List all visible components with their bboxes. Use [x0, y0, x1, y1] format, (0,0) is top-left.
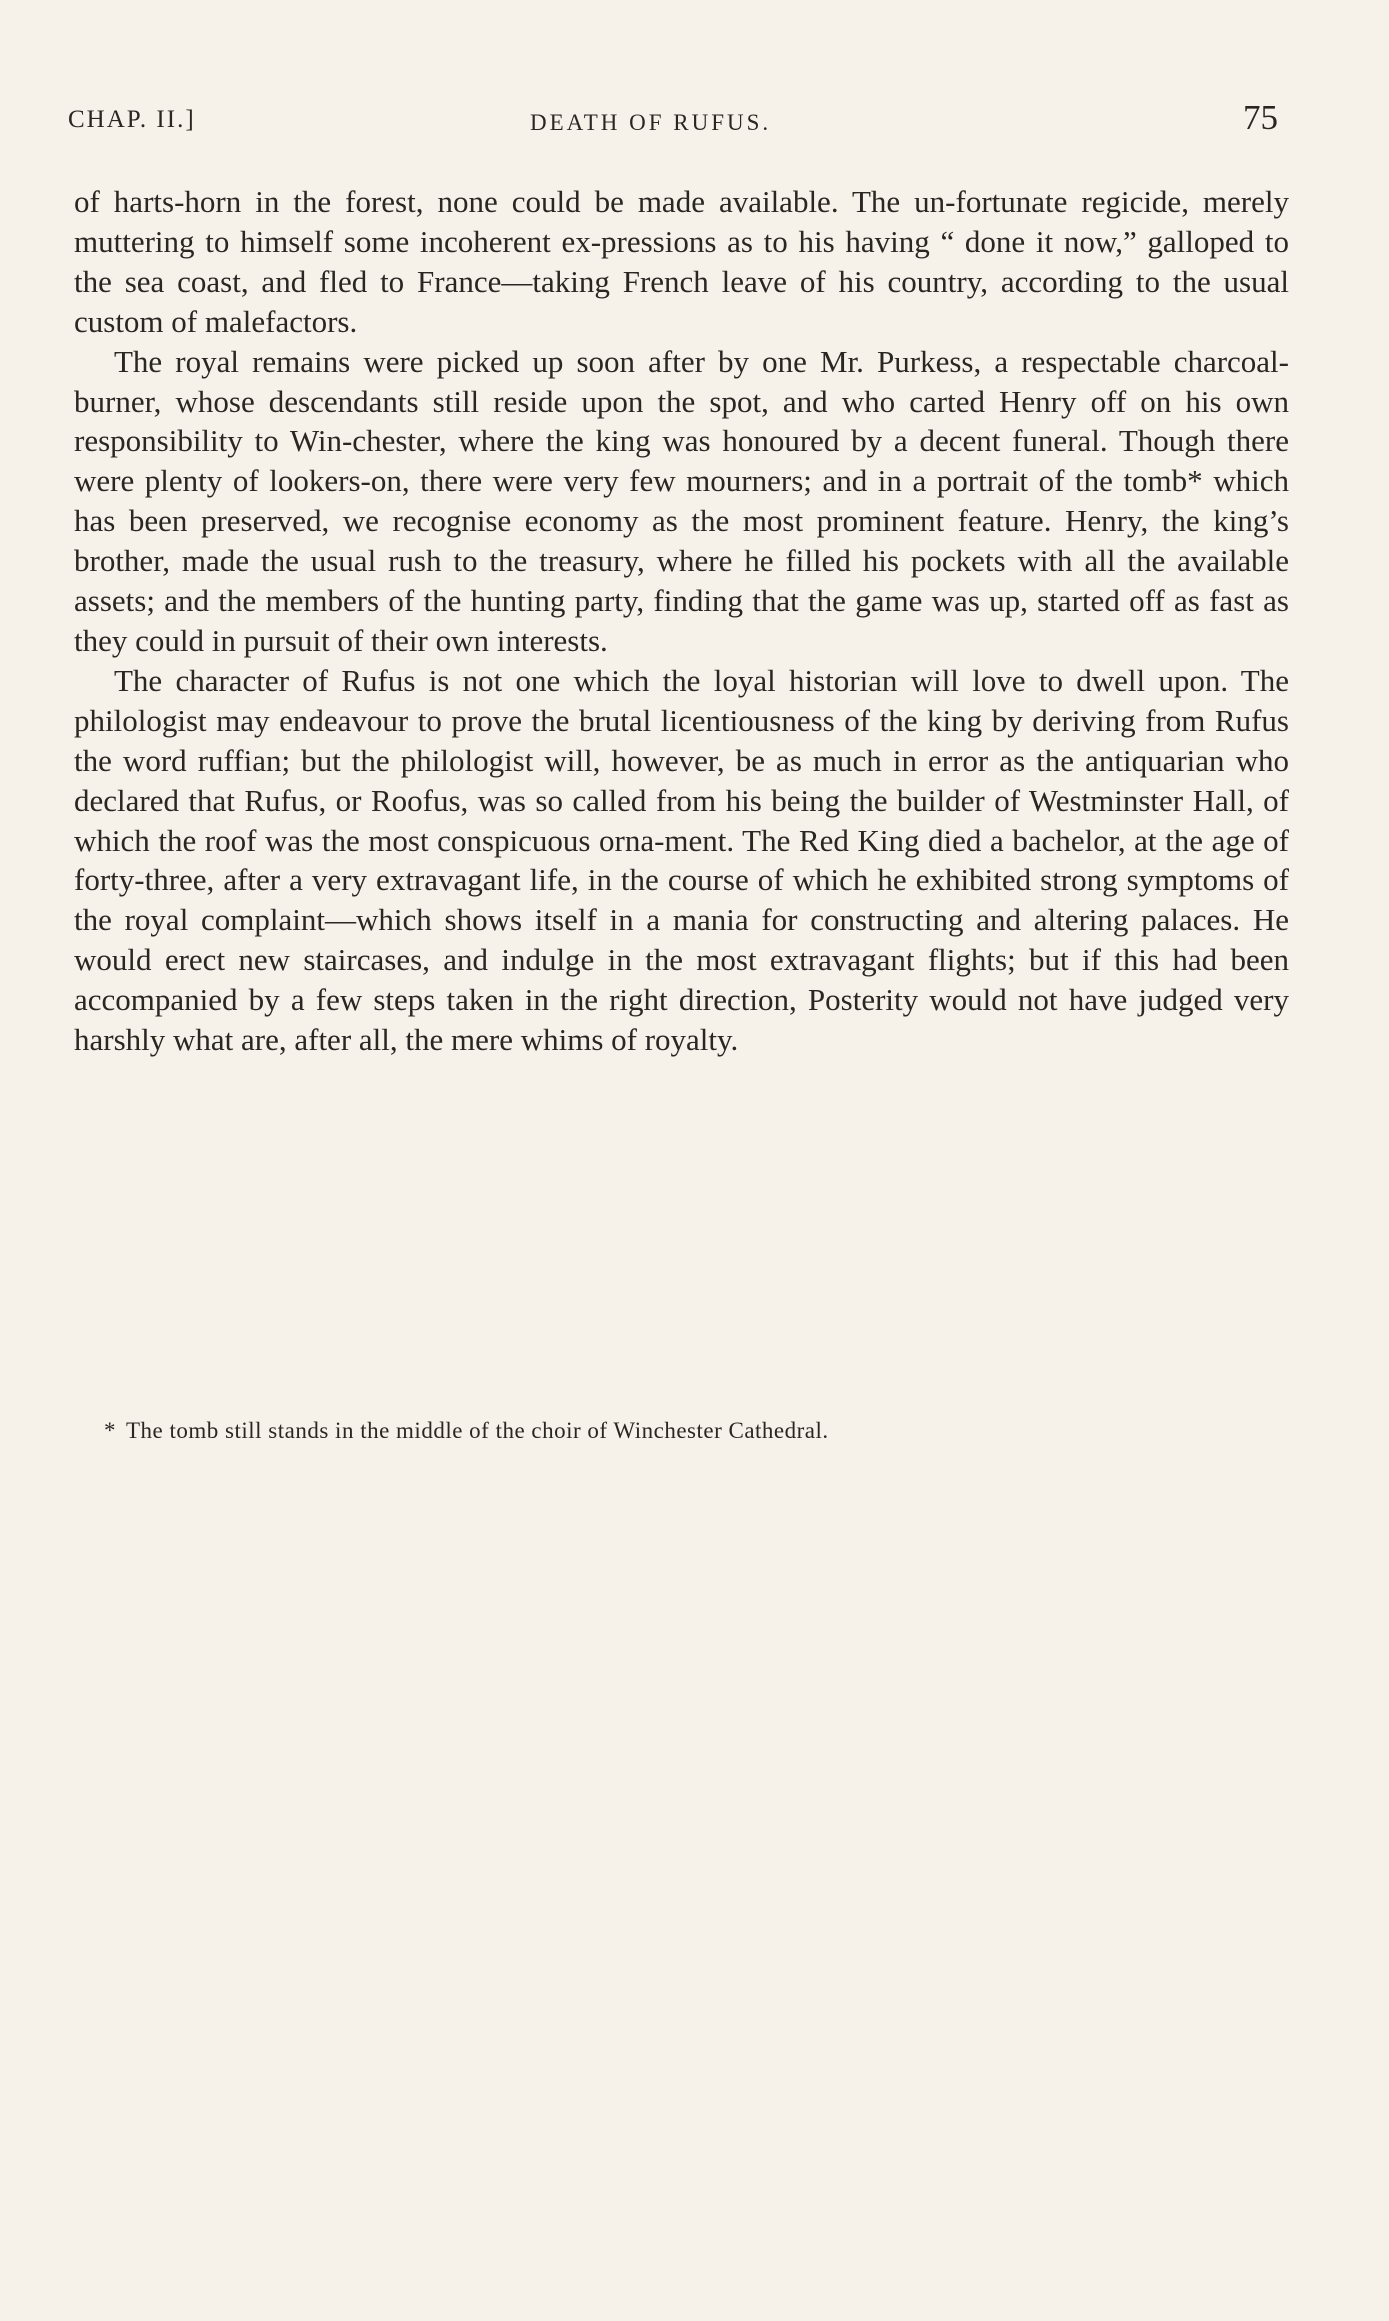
- paragraph-3: The character of Rufus is not one which the loyal historian will love to dwell upon. The philologist may endeavour to prove the brutal licentiousness of the king by deriving from Rufus the word ruffian; but the philologist will, however, be as much in error as the antiquarian who declared that Rufus, or Roofus, was so called from his being the builder of Westminster Hall, of which the roof was the most conspicuous orna-ment. The Red King died a bachelor, at the age of forty-three, after a very extravagant life, in the course of which he exhibited strong symptoms of the royal complaint—which shows itself in a mania for constructing and altering palaces. He would erect new staircases, and indulge in the most extravagant flights; but if this had been accompanied by a few steps taken in the right direction, Posterity would not have judged very harshly what are, after all, the mere whims of royalty.: [74, 662, 1289, 1058]
- paragraph-2: The royal remains were picked up soon after by one Mr. Purkess, a respectable charcoal-burner, whose descendants still reside upon the spot, and who carted Henry off on his own responsibility to Win-chester, where the king was honoured by a decent funeral. Though there were plenty of lookers-on, there were very few mourners; and in a portrait of the tomb* which has been preserved, we recognise economy as the most prominent feature. Henry, the king’s brother, made the usual rush to the treasury, where he filled his pockets with all the available assets; and the members of the hunting party, finding that the game was up, started off as fast as they could in pursuit of their own interests.: [74, 343, 1289, 658]
- paragraph-1: of harts-horn in the forest, none could be made available. The un-fortunate regicide, merely muttering to himself some incoherent ex-pressions as to his having “ done it now,” galloped to the sea coast, and fled to France—taking French leave of his country, according to the usual custom of malefactors.: [74, 184, 1289, 339]
- body-text: [74, 182, 1289, 1060]
- footnote-mark: *: [104, 1418, 116, 1443]
- page-header: [68, 96, 1278, 146]
- running-title: DEATH OF RUFUS.: [530, 110, 772, 135]
- footnote-text: The tomb still stands in the middle of the choir of Winchester Cathedral.: [126, 1418, 829, 1443]
- footnote: [104, 1418, 829, 1444]
- page-number: 75: [1243, 98, 1278, 137]
- chapter-label: CHAP. II.]: [68, 106, 196, 133]
